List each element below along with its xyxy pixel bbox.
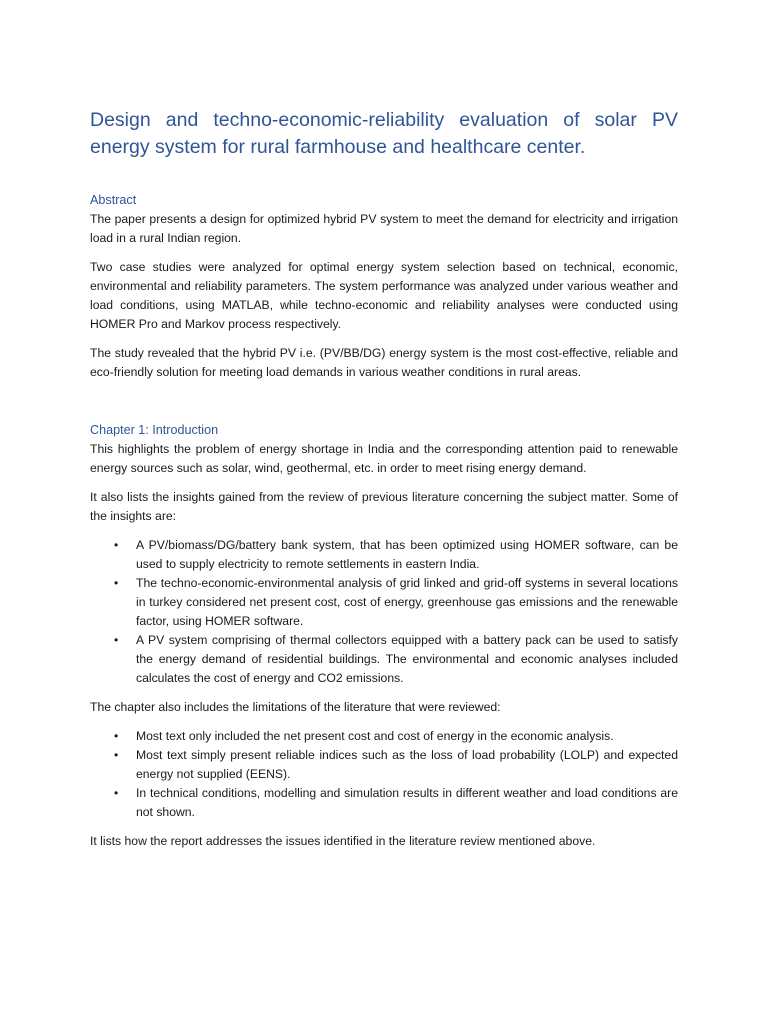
list-item [90,727,678,746]
list-item-text: Most text simply present reliable indices such as the loss of load probability (LOLP) and expected energy not supplied (EENS). [136,748,678,781]
list-item-text: A PV system comprising of thermal collectors equipped with a battery pack can be used to satisfy the energy demand of residential buildings. The environmental and economic analyses included calculates the cost of energy and CO2 emissions. [136,633,678,685]
chapter-heading: Chapter 1: Introduction [90,423,219,437]
limitations-intro: The chapter also includes the limitations of the literature that were reviewed: [90,700,501,714]
chapter-intro-paragraph: This highlights the problem of energy shortage in India and the corresponding attention paid to renewable energy sources such as solar, wind, geothermal, etc. in order to meet rising energy demand. [90,442,678,475]
closing-paragraph: It lists how the report addresses the issues identified in the literature review mentioned above. [90,834,596,848]
list-item [90,536,678,574]
list-item-text: In technical conditions, modelling and simulation results in different weather and load conditions are not shown. [136,786,678,819]
abstract-heading: Abstract [90,193,137,207]
list-item [90,574,678,631]
bullet-icon: • [114,786,119,800]
bullet-icon: • [114,729,119,743]
limitations-list [90,727,678,822]
abstract-paragraph: The study revealed that the hybrid PV i.e. (PV/BB/DG) energy system is the most cost-effective, reliable and eco-friendly solution for meeting load demands in various weather conditions in rural areas. [90,346,678,379]
document-page [90,107,678,851]
bullet-icon: • [114,576,119,590]
list-item [90,631,678,688]
list-item [90,746,678,784]
bullet-icon: • [114,538,119,552]
insights-list [90,536,678,688]
list-item-text: The techno-economic-environmental analysis of grid linked and grid-off systems in several locations in turkey considered net present cost, cost of energy, greenhouse gas emissions and the renewable factor, using HOMER software. [136,576,678,628]
chapter-intro-paragraph: It also lists the insights gained from the review of previous literature concerning the subject matter. Some of the insights are: [90,490,678,523]
list-item-text: A PV/biomass/DG/battery bank system, that has been optimized using HOMER software, can be used to supply electricity to remote settlements in eastern India. [136,538,678,571]
document-title: Design and techno-economic-reliability evaluation of solar PV energy system for rural farmhouse and healthcare center. [90,109,678,158]
abstract-paragraph: The paper presents a design for optimized hybrid PV system to meet the demand for electricity and irrigation load in a rural Indian region. [90,212,678,245]
list-item [90,784,678,822]
list-item-text: Most text only included the net present cost and cost of energy in the economic analysis. [136,729,614,743]
bullet-icon: • [114,633,119,647]
bullet-icon: • [114,748,119,762]
abstract-paragraph: Two case studies were analyzed for optimal energy system selection based on technical, economic, environmental and reliability parameters. The system performance was analyzed under various weather and load conditions, using MATLAB, while techno-economic and reliability analyses were conducted using HOMER Pro and Markov process respectively. [90,260,678,331]
